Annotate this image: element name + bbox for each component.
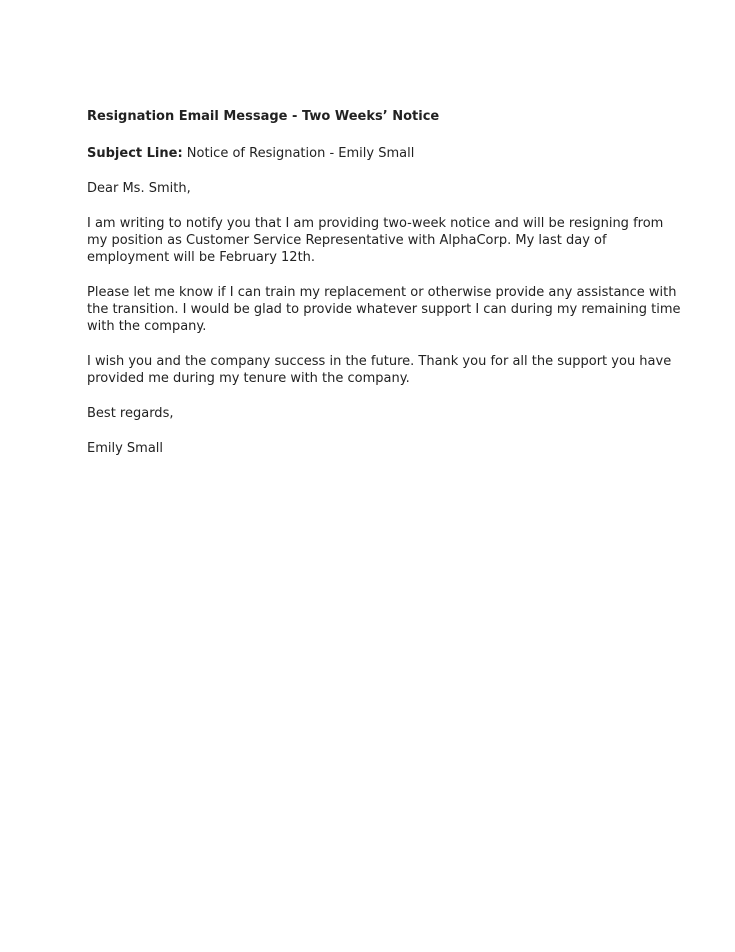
paragraph-line: with the company. (87, 319, 207, 334)
signature: Emily Small (87, 441, 164, 456)
paragraph-line: I am writing to notify you that I am providing two-week notice and will be resigning from (87, 216, 664, 231)
salutation: Dear Ms. Smith, (87, 181, 191, 196)
paragraph-line: provided me during my tenure with the company. (87, 371, 410, 386)
body-paragraph-2 (87, 284, 681, 335)
paragraph-line: the transition. I would be glad to provide whatever support I can during my remaining time (87, 302, 681, 317)
subject-value: Notice of Resignation - Emily Small (186, 146, 415, 161)
paragraph-line: my position as Customer Service Representative with AlphaCorp. My last day of (87, 233, 607, 248)
closing: Best regards, (87, 406, 174, 421)
body-paragraph-1 (87, 215, 664, 266)
subject-label: Subject Line: (87, 146, 183, 161)
paragraph-line: I wish you and the company success in the future. Thank you for all the support you have (87, 354, 672, 369)
body-paragraph-3 (87, 353, 672, 387)
paragraph-line: Please let me know if I can train my replacement or otherwise provide any assistance with (87, 285, 677, 300)
document-page (87, 108, 681, 475)
document-title: Resignation Email Message - Two Weeks’ Notice (87, 109, 440, 124)
subject-line (87, 145, 647, 162)
paragraph-line: employment will be February 12th. (87, 250, 316, 265)
